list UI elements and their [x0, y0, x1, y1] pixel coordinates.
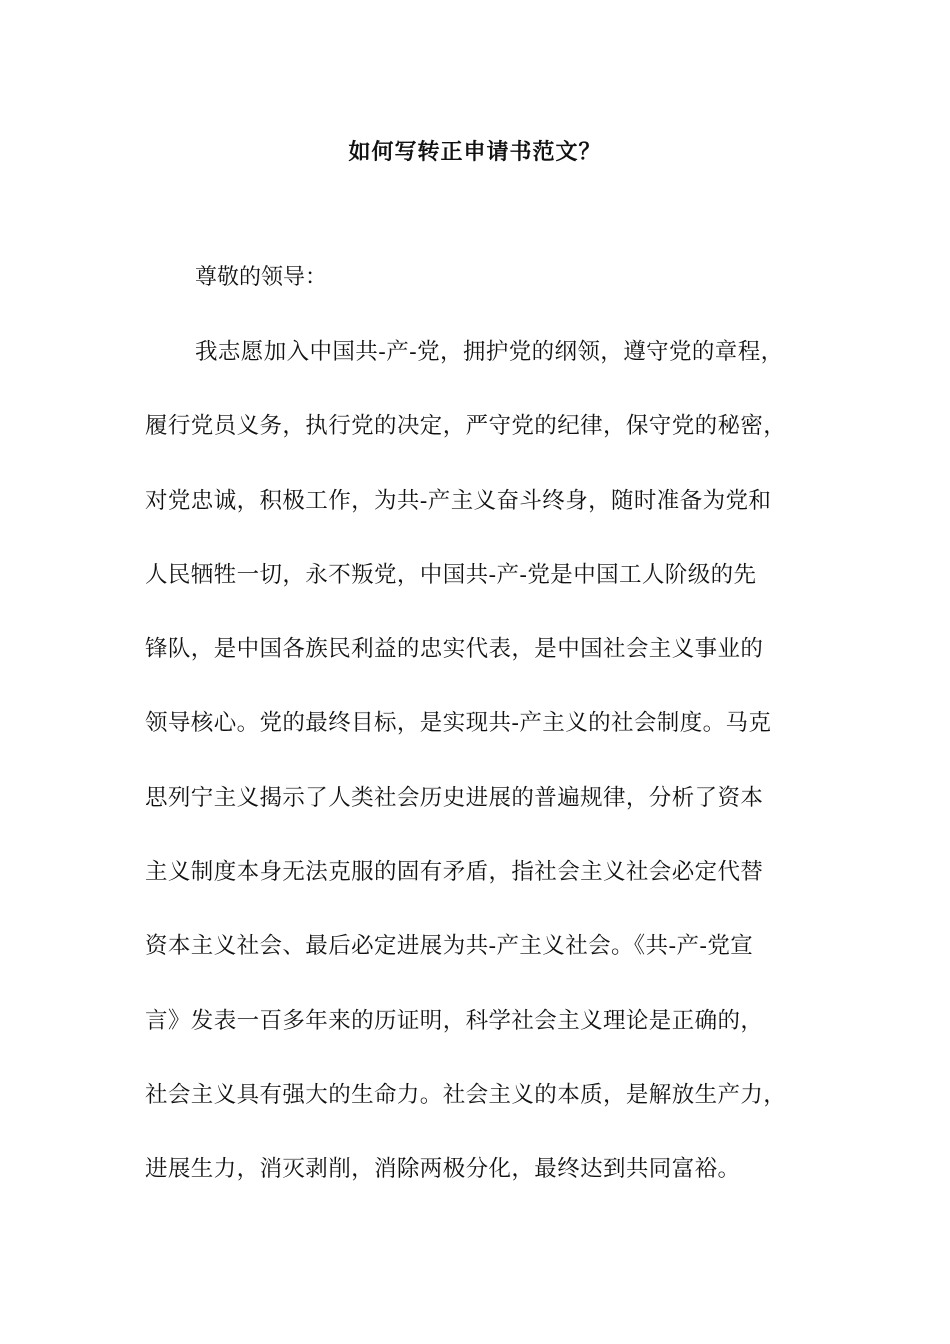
paragraph-line: 社会主义具有强大的生命力。社会主义的本质，是解放生产力，: [145, 1081, 787, 1108]
paragraph-line: 锋队，是中国各族民利益的忠实代表，是中国社会主义事业的: [145, 636, 764, 663]
paragraph-line: 进展生力，消灭剥削，消除两极分化，最终达到共同富裕。: [145, 1156, 741, 1183]
greeting: 尊敬的领导：: [195, 265, 328, 290]
paragraph-line: 思列宁主义揭示了人类社会历史进展的普遍规律，分析了资本: [145, 784, 764, 811]
paragraph-line: 主义制度本身无法克服的固有矛盾，指社会主义社会必定代替: [145, 859, 764, 886]
paragraph-line: 我志愿加入中国共-产-党，拥护党的纲领，遵守党的章程，: [195, 339, 784, 365]
paragraph-line: 资本主义社会、最后必定进展为共-产主义社会。《共-产-党宣: [145, 933, 754, 960]
paragraph-line: 履行党员义务，执行党的决定，严守党的纪律，保守党的秘密，: [145, 413, 787, 440]
body-paragraph: [145, 336, 825, 1228]
paragraph-line: 对党忠诚，积极工作，为共-产主义奋斗终身，随时准备为党和: [145, 487, 772, 514]
paragraph-line: 言》发表一百多年来的历证明，科学社会主义理论是正确的，: [145, 1007, 764, 1034]
paragraph-line: 人民牺牲一切，永不叛党，中国共-产-党是中国工人阶级的先: [145, 561, 757, 588]
paragraph-line: 领导核心。党的最终目标，是实现共-产主义的社会制度。马克: [145, 710, 772, 737]
document-title: 如何写转正申请书范文？: [348, 139, 602, 165]
